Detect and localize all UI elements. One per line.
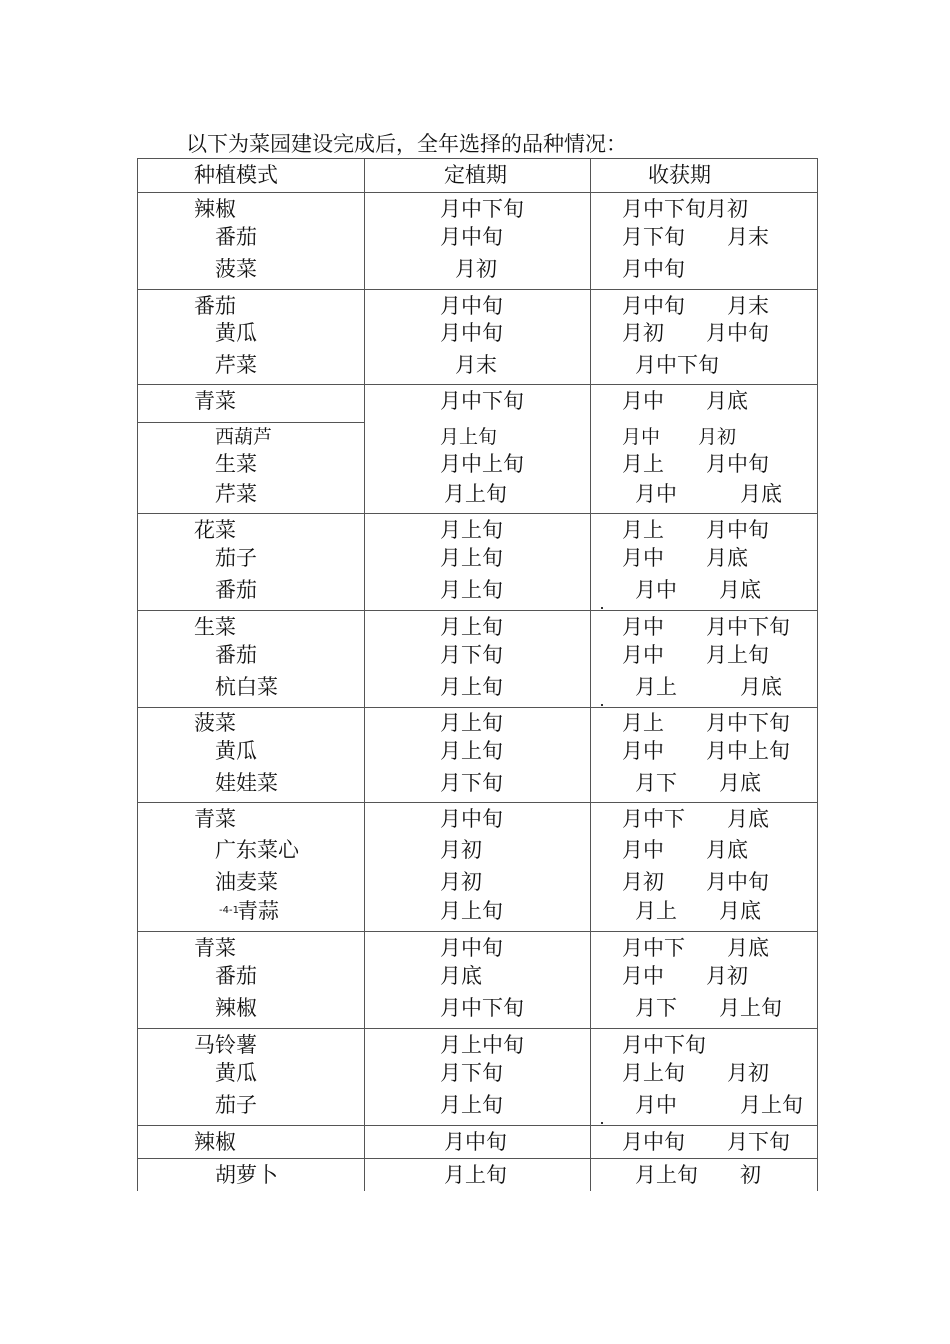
cell-plant: 月中下旬 (440, 389, 524, 413)
cell-plant: 月上中旬 (440, 1033, 524, 1057)
cell-mode: 青菜 (194, 936, 236, 960)
cell-harvest: 月中 月底 (635, 578, 761, 602)
cell-harvest: 月中 月初 (622, 964, 748, 988)
cell-harvest: 月下 月底 (635, 771, 761, 795)
cell-harvest: 月上 月中旬 (622, 518, 769, 542)
table-rule (590, 158, 591, 1191)
table-rule (137, 513, 818, 514)
cell-plant: 月中旬 (440, 936, 503, 960)
cell-harvest: 月上 月底 (635, 675, 782, 699)
cell-mode: 广东菜心 (215, 838, 299, 862)
cell-plant: 月上旬 (440, 546, 503, 570)
cell-harvest: 月上旬 初 (635, 1163, 761, 1187)
cell-plant: 月初 (440, 838, 482, 862)
cell-harvest: 月中 月底 (622, 838, 748, 862)
cell-mode: 辣椒 (215, 996, 257, 1020)
cell-harvest: 月中下 月底 (622, 807, 769, 831)
cell-plant: 月中旬 (440, 807, 503, 831)
cell-harvest: 月下 月上旬 (635, 996, 782, 1020)
table-rule (137, 707, 818, 708)
cell-mode: 菠菜 (215, 257, 257, 281)
cell-harvest: 月下旬 月末 (622, 225, 769, 249)
cell-mode: 马铃薯 (194, 1033, 257, 1057)
cell-mode: 生菜 (194, 615, 236, 639)
cell-harvest: 月中下旬 (622, 1033, 706, 1057)
cell-plant: 月中下旬 (440, 197, 524, 221)
cell-plant: 月中旬 (440, 294, 503, 318)
cell-mode: 芹菜 (215, 482, 257, 506)
cell-mode: 花菜 (194, 518, 236, 542)
cell-harvest: 月中 月底 (635, 482, 782, 506)
cell-plant: 月上旬 (440, 578, 503, 602)
cell-harvest: 月中旬 月下旬 (622, 1130, 790, 1154)
table-rule (137, 802, 818, 803)
cell-plant: 月上旬 (444, 1163, 507, 1187)
cell-mode: 茄子 (215, 546, 257, 570)
cell-plant: 月上旬 (440, 615, 503, 639)
cell-plant: 月上旬 (440, 675, 503, 699)
header-harvest: 收获期 (648, 163, 711, 187)
cell-plant: 月末 (455, 353, 497, 377)
table-rule (137, 610, 818, 611)
cell-plant: 月上旬 (440, 711, 503, 735)
cell-plant: 月初 (440, 870, 482, 894)
table-rule (137, 1125, 818, 1126)
cell-mode: 辣椒 (194, 197, 236, 221)
scan-mark (601, 607, 603, 609)
cell-mode: 黄瓜 (215, 1061, 257, 1085)
cell-mode: 番茄 (215, 225, 257, 249)
cell-harvest: 月中下旬 (635, 353, 719, 377)
cell-mode: 辣椒 (194, 1130, 236, 1154)
cell-plant: 月中旬 (440, 225, 503, 249)
table-rule (137, 1028, 818, 1029)
intro-text: 以下为菜园建设完成后，全年选择的品种情况： (186, 132, 627, 156)
table-rule (137, 158, 818, 159)
header-plant: 定植期 (444, 163, 507, 187)
cell-mode: 胡萝卜 (215, 1163, 278, 1187)
table-rule (137, 384, 818, 385)
cell-mode: 芹菜 (215, 353, 257, 377)
cell-harvest: 月上 月底 (635, 899, 761, 923)
cell-plant: 月中旬 (444, 1130, 507, 1154)
cell-plant: 月上旬 (440, 426, 498, 448)
cell-mode: 生菜 (215, 452, 257, 476)
cell-mode: 青蒜 (237, 899, 279, 923)
table-rule (817, 158, 818, 1191)
cell-mode: 菠菜 (194, 711, 236, 735)
cell-mode-prefix: -4-1- (219, 905, 243, 916)
cell-plant: 月中旬 (440, 321, 503, 345)
header-mode: 种植模式 (194, 163, 278, 187)
cell-mode: 西葫芦 (215, 426, 273, 448)
cell-harvest: 月上 月中旬 (622, 452, 769, 476)
table-rule (137, 192, 818, 193)
cell-plant: 月下旬 (440, 1061, 503, 1085)
cell-plant: 月下旬 (440, 771, 503, 795)
cell-harvest: 月上旬 月初 (622, 1061, 769, 1085)
cell-harvest: 月中下旬月初 (622, 197, 748, 221)
cell-mode: 青菜 (194, 807, 236, 831)
cell-mode: 油麦菜 (215, 870, 278, 894)
cell-mode: 茄子 (215, 1093, 257, 1117)
cell-mode: 黄瓜 (215, 739, 257, 763)
cell-plant: 月上旬 (440, 899, 503, 923)
cell-mode: 娃娃菜 (215, 771, 278, 795)
cell-harvest: 月上 月中下旬 (622, 711, 790, 735)
cell-harvest: 月初 月中旬 (622, 321, 769, 345)
cell-plant: 月中上旬 (440, 452, 524, 476)
cell-mode: 番茄 (215, 578, 257, 602)
cell-harvest: 月中 月中上旬 (622, 739, 790, 763)
cell-harvest: 月中 月底 (622, 546, 748, 570)
cell-plant: 月底 (440, 964, 482, 988)
cell-harvest: 月中 月中下旬 (622, 615, 790, 639)
table-rule (137, 289, 818, 290)
cell-mode: 番茄 (215, 964, 257, 988)
cell-mode: 黄瓜 (215, 321, 257, 345)
cell-harvest: 月中 月底 (622, 389, 748, 413)
cell-harvest: 月中下 月底 (622, 936, 769, 960)
cell-harvest: 月中 月上旬 (622, 643, 769, 667)
cell-mode: 番茄 (194, 294, 236, 318)
cell-plant: 月上旬 (444, 482, 507, 506)
cell-harvest: 月初 月中旬 (622, 870, 769, 894)
table-rule (137, 158, 138, 1191)
cell-mode: 杭白菜 (215, 675, 278, 699)
cell-plant: 月中下旬 (440, 996, 524, 1020)
table-rule (137, 931, 818, 932)
cell-plant: 月上旬 (440, 518, 503, 542)
cell-plant: 月初 (455, 257, 497, 281)
cell-harvest: 月中旬 月末 (622, 294, 769, 318)
table-rule (137, 422, 365, 423)
cell-harvest: 月中 月初 (622, 426, 737, 448)
scan-mark (601, 704, 603, 706)
scan-mark (601, 1122, 603, 1124)
table-rule (364, 158, 365, 1191)
cell-plant: 月下旬 (440, 643, 503, 667)
cell-plant: 月上旬 (440, 1093, 503, 1117)
table-rule (137, 1158, 818, 1159)
cell-harvest: 月中 月上旬 (635, 1093, 803, 1117)
cell-harvest: 月中旬 (622, 257, 685, 281)
cell-plant: 月上旬 (440, 739, 503, 763)
cell-mode: 青菜 (194, 389, 236, 413)
cell-mode: 番茄 (215, 643, 257, 667)
